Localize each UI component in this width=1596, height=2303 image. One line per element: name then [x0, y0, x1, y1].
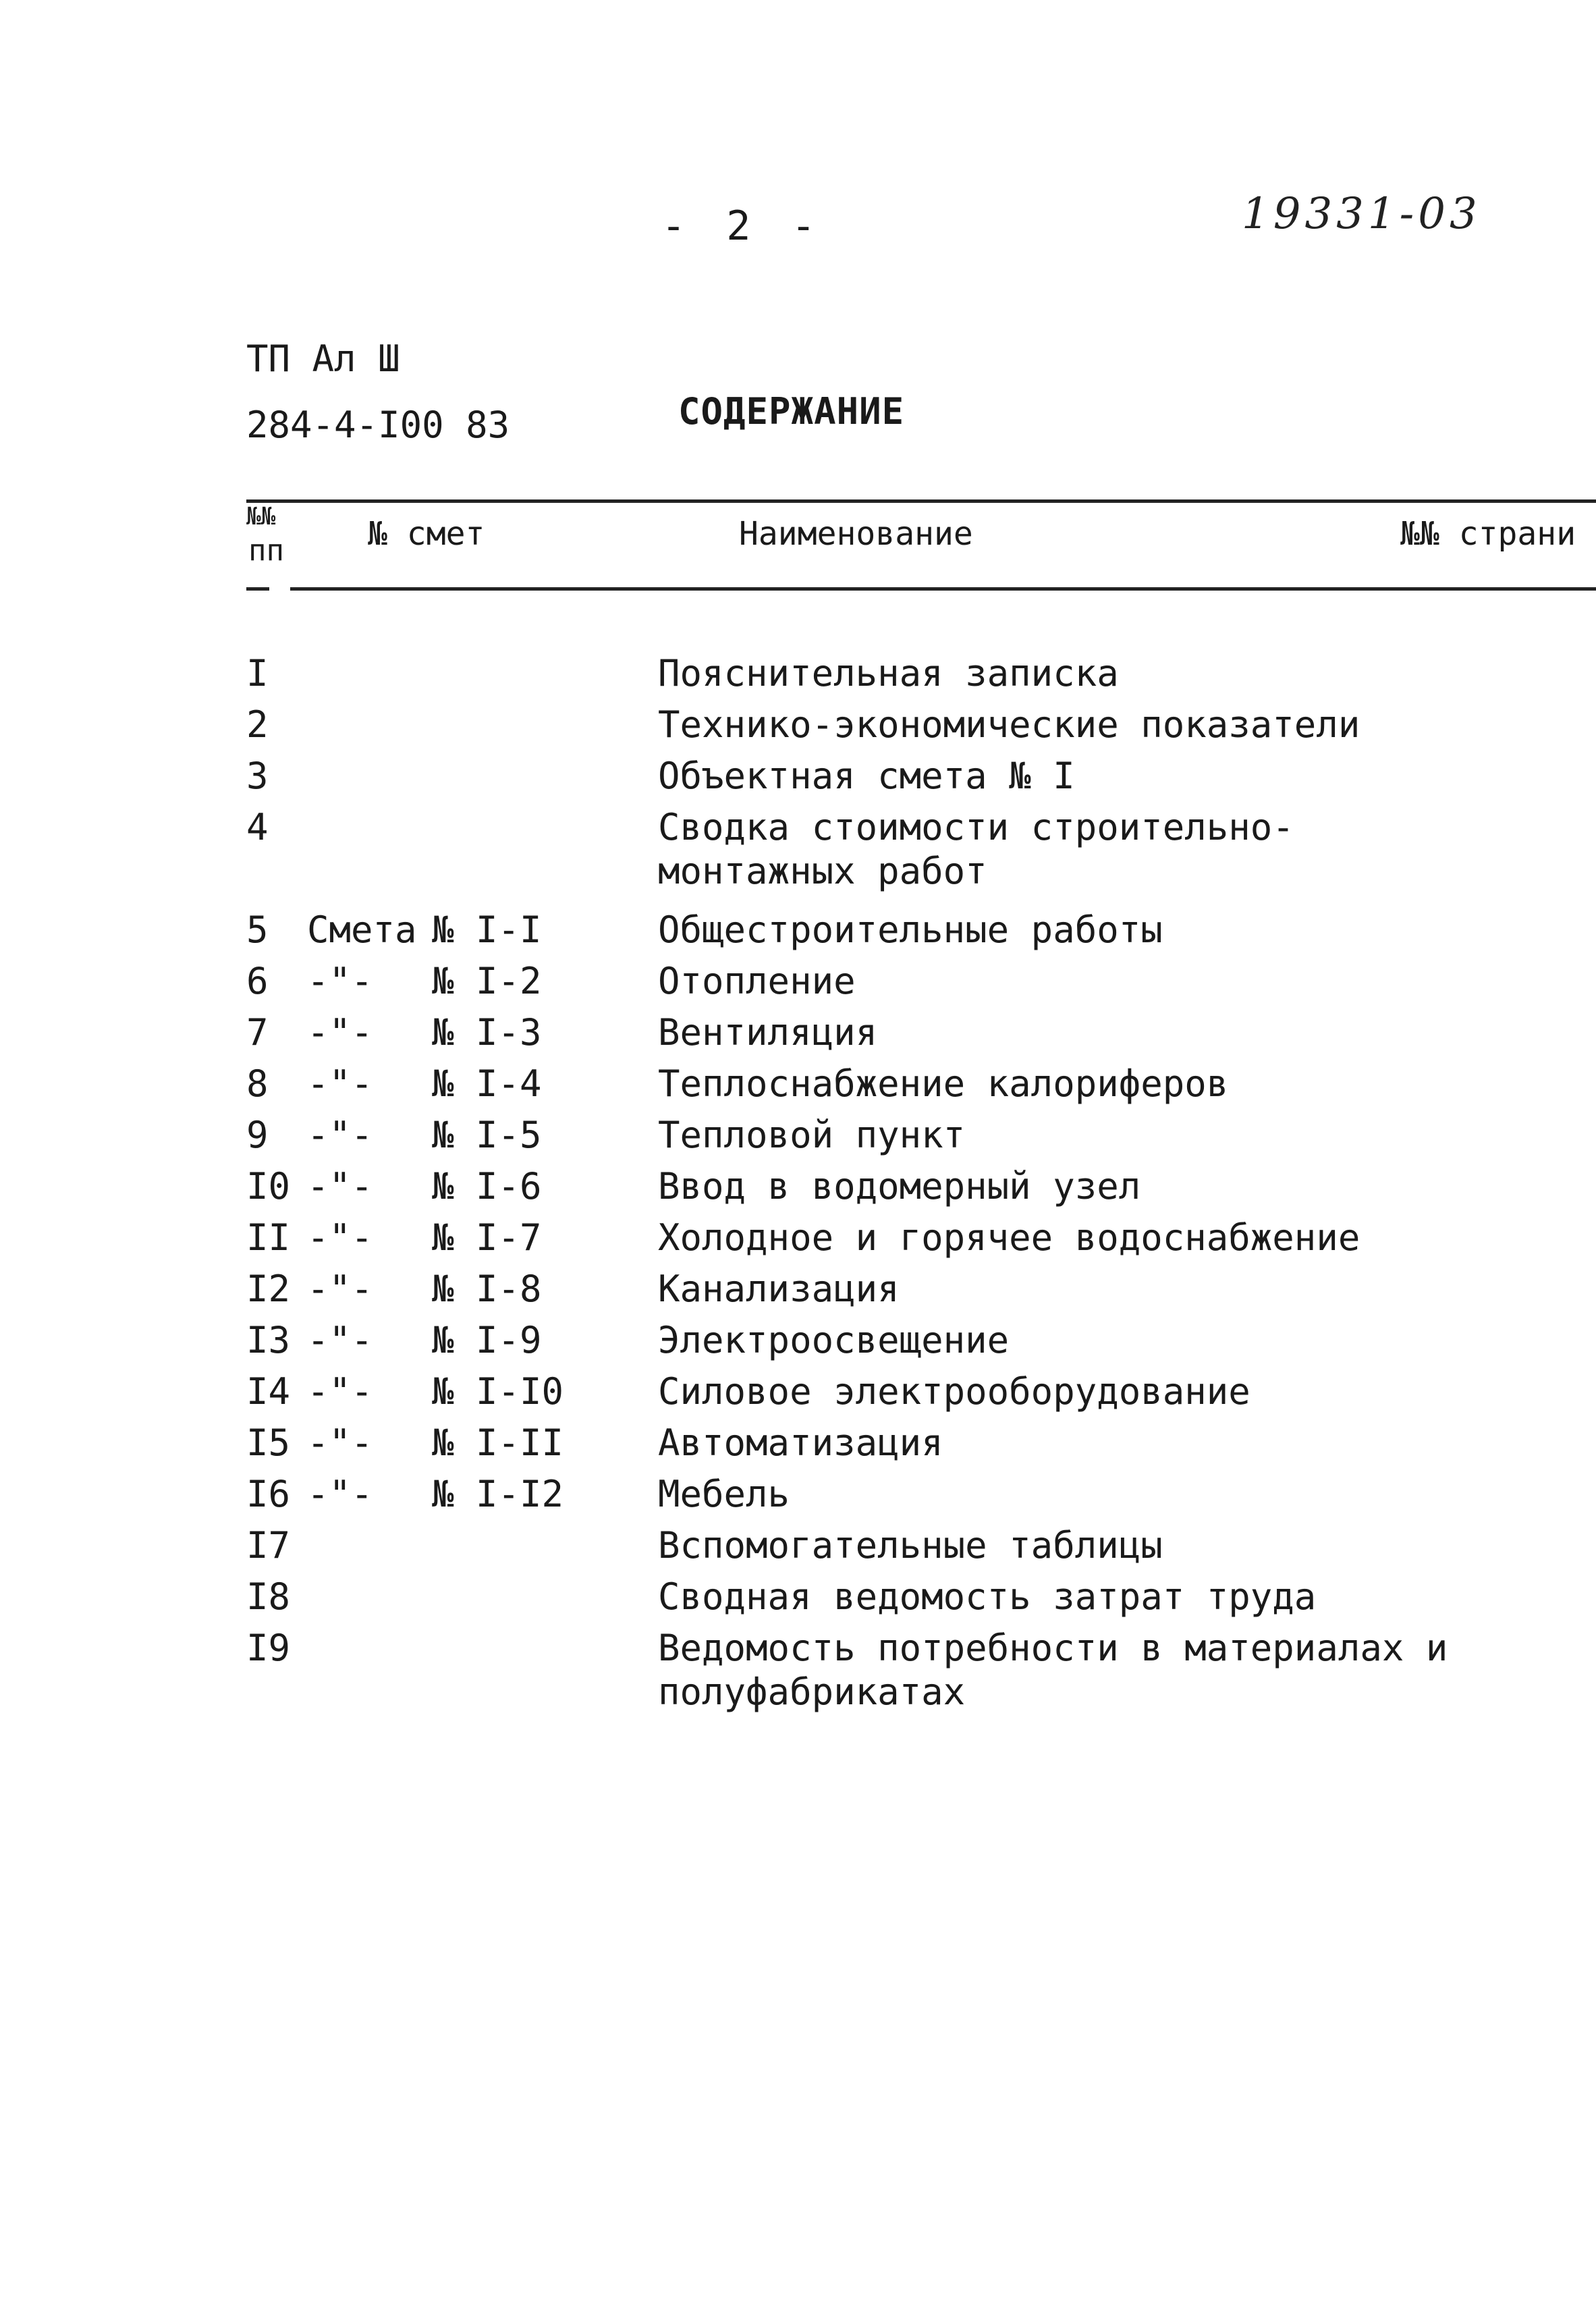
- list-item: [0, 699, 1596, 751]
- row-number: I9: [246, 1627, 291, 1669]
- row-number: 6: [246, 960, 269, 1002]
- row-title-line1: Сводная ведомость затрат труда: [658, 1575, 1317, 1618]
- row-estimate-ref: № I-8: [432, 1268, 542, 1310]
- row-title: [658, 1366, 1250, 1417]
- list-item: [0, 1058, 1596, 1110]
- row-title: [658, 1315, 1009, 1366]
- row-title: [658, 648, 1119, 699]
- row-title-line1: Вентиляция: [658, 1011, 878, 1054]
- row-estimate-ref: № I-4: [432, 1062, 542, 1105]
- list-item: [0, 1571, 1596, 1623]
- row-estimate: -"-: [307, 1473, 373, 1515]
- row-title-line1: Автоматизация: [658, 1421, 943, 1464]
- list-item: [0, 802, 1596, 904]
- row-number: II: [246, 1216, 291, 1259]
- list-item: [0, 1417, 1596, 1469]
- page-number: - 2 -: [661, 202, 824, 250]
- row-estimate: -"-: [307, 1062, 373, 1105]
- header-bottom-rule: [290, 587, 1596, 591]
- row-estimate-ref: № I-II: [432, 1421, 564, 1464]
- row-number: I6: [246, 1473, 291, 1515]
- header-number-bottom: пп: [248, 533, 284, 568]
- list-item: [0, 648, 1596, 699]
- row-number: I5: [246, 1421, 291, 1464]
- row-number: I: [246, 652, 269, 695]
- row-title-line1: Отопление: [658, 960, 856, 1002]
- row-title: [658, 1623, 1448, 1713]
- row-title: [658, 1417, 943, 1469]
- row-estimate: Смета: [307, 909, 417, 951]
- header-top-rule: [246, 499, 1596, 503]
- row-title-line1: Вспомогательные таблицы: [658, 1524, 1163, 1567]
- row-estimate: -"-: [307, 1216, 373, 1259]
- row-number: 9: [246, 1114, 269, 1156]
- row-estimate-ref: № I-3: [432, 1011, 542, 1054]
- row-estimate-ref: № I-9: [432, 1319, 542, 1361]
- list-item: [0, 1315, 1596, 1366]
- row-title: [658, 1058, 1228, 1110]
- row-estimate: -"-: [307, 1421, 373, 1464]
- row-title: [658, 1161, 1140, 1212]
- contents-title: СОДЕРЖАНИЕ: [678, 390, 905, 433]
- header-name: Наименование: [739, 515, 973, 553]
- row-estimate-ref: № I-5: [432, 1114, 542, 1156]
- row-title: [658, 751, 1075, 802]
- row-title: [658, 1212, 1360, 1264]
- list-item: [0, 1161, 1596, 1212]
- row-number: I2: [246, 1268, 291, 1310]
- row-title-line1: Общестроительные работы: [658, 909, 1163, 951]
- row-title-line1: Пояснительная записка: [658, 652, 1119, 695]
- row-number: I7: [246, 1524, 291, 1567]
- list-item: [0, 1469, 1596, 1520]
- row-number: I4: [246, 1370, 291, 1413]
- row-number: I8: [246, 1575, 291, 1618]
- row-title-line1: Канализация: [658, 1268, 900, 1310]
- row-title-line1: Мебель: [658, 1473, 790, 1515]
- row-title: [658, 1110, 965, 1161]
- list-item: [0, 751, 1596, 802]
- list-item: [0, 1264, 1596, 1315]
- row-estimate: -"-: [307, 960, 373, 1002]
- row-number: 2: [246, 703, 269, 746]
- row-estimate-ref: № I-6: [432, 1165, 542, 1208]
- header-number-top: №№: [246, 503, 276, 531]
- row-estimate: -"-: [307, 1319, 373, 1361]
- contents-list: [0, 648, 1596, 1725]
- row-number: I3: [246, 1319, 291, 1361]
- list-item: [0, 1110, 1596, 1161]
- row-estimate-ref: № I-I2: [432, 1473, 564, 1515]
- list-item: [0, 1007, 1596, 1058]
- row-estimate: -"-: [307, 1165, 373, 1208]
- row-title: [658, 1520, 1163, 1571]
- row-estimate: -"-: [307, 1011, 373, 1054]
- row-title: [658, 1469, 790, 1520]
- row-estimate: -"-: [307, 1370, 373, 1413]
- row-number: 4: [246, 806, 269, 848]
- list-item: [0, 1366, 1596, 1417]
- row-title: [658, 904, 1163, 956]
- row-title-line2: монтажных работ: [658, 850, 987, 892]
- list-item: [0, 904, 1596, 956]
- row-number: 8: [246, 1062, 269, 1105]
- handwritten-doc-code: 19331-03: [1242, 189, 1481, 239]
- header-estimate: № смет: [368, 515, 485, 553]
- header-pages: №№ страни: [1400, 515, 1576, 553]
- row-estimate-ref: № I-I0: [432, 1370, 564, 1413]
- list-item: [0, 1623, 1596, 1725]
- row-title: [658, 802, 1294, 890]
- row-title-line1: Объектная смета № I: [658, 755, 1075, 797]
- row-title-line1: Ввод в водомерный узел: [658, 1165, 1141, 1208]
- row-title-line1: Ведомость потребности в материалах и: [658, 1627, 1448, 1669]
- row-number: 3: [246, 755, 269, 797]
- row-number: 5: [246, 909, 269, 951]
- row-title: [658, 1264, 900, 1315]
- list-item: [0, 1520, 1596, 1571]
- row-number: I0: [246, 1165, 291, 1208]
- row-title-line1: Сводка стоимости строительно-: [658, 806, 1294, 848]
- row-title-line1: Силовое электрооборудование: [658, 1370, 1250, 1413]
- row-estimate-ref: № I-2: [432, 960, 542, 1002]
- row-estimate-ref: № I-I: [432, 909, 542, 951]
- row-number: 7: [246, 1011, 269, 1054]
- row-estimate: -"-: [307, 1114, 373, 1156]
- header-bottom-rule-dash: [246, 587, 269, 591]
- row-title-line2: полуфабрикатах: [658, 1671, 966, 1713]
- row-title-line1: Холодное и горячее водоснабжение: [658, 1216, 1360, 1259]
- list-item: [0, 956, 1596, 1007]
- row-title-line1: Теплоснабжение калориферов: [658, 1062, 1229, 1105]
- row-title: [658, 699, 1360, 751]
- row-title-line1: Тепловой пункт: [658, 1114, 966, 1156]
- row-title: [658, 1571, 1316, 1623]
- row-estimate: -"-: [307, 1268, 373, 1310]
- row-title-line1: Электроосвещение: [658, 1319, 1010, 1361]
- row-estimate-ref: № I-7: [432, 1216, 542, 1259]
- project-code-line2: 284-4-I00 83: [246, 404, 510, 446]
- list-item: [0, 1212, 1596, 1264]
- row-title: [658, 1007, 877, 1058]
- project-code-line1: ТП Ал Ш: [246, 337, 400, 380]
- row-title: [658, 956, 856, 1007]
- row-title-line1: Технико-экономические показатели: [658, 703, 1360, 746]
